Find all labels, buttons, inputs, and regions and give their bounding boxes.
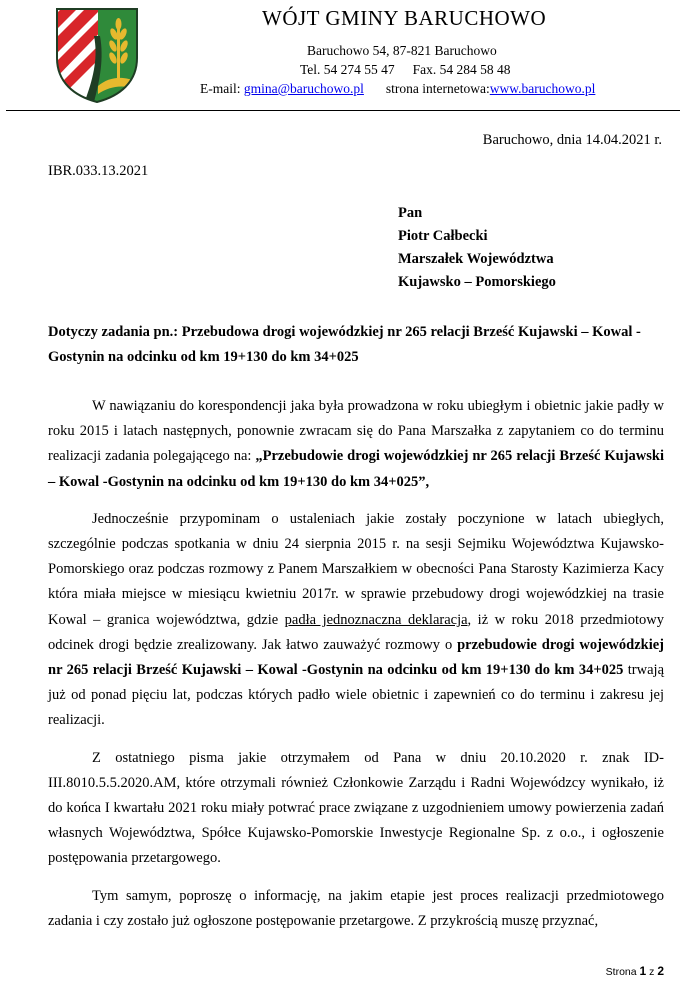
recipient-line: Pan — [398, 205, 423, 221]
subject-line: Dotyczy zadania pn.: Przebudowa drogi wojewódzkiej nr 265 relacji Brześć Kujawski – Kowal - Gostynin na odcinku od km 19+130 do km 34+025 — [48, 324, 641, 365]
recipient-line: Piotr Całbecki — [398, 228, 488, 244]
address: Baruchowo 54, 87-821 Baruchowo — [307, 43, 497, 58]
letter-date: Baruchowo, dnia 14.04.2021 r. — [482, 132, 662, 148]
paragraph-1: W nawiązaniu do korespondencji jaka była prowadzona w roku ubiegłym i obietnic jakie padły w roku 2015 i latach następnych, ponownie zwracam się do Pana Marszałka z zapytaniem co do terminu realizacji zadania polegającego na: „Przebudowie drogi wojewódzkiej nr 265 relacji Brześć Kujawski – Kowal -Gostynin na odcinku od km 19+130 do km 34+025”, — [48, 398, 664, 490]
email-label: E-mail: — [200, 81, 241, 96]
fax: Fax. 54 284 58 48 — [412, 62, 511, 77]
contact-line — [0, 62, 700, 78]
letter-body — [48, 394, 664, 946]
paragraph-3: Z ostatniego pisma jakie otrzymałem od Pana w dniu 20.10.2020 r. znak ID-III.8010.5.5.2020.AM, które otrzymali również Członkowie Zarządu i Radni Wojewódzcy wynikało, iż do końca I kwartału 2021 roku miały potwrać prace związane z uzgodnieniem umowy powierzenia zadań własnych Województwa, Spółce Kujawsko-Pomorskie Inwestycje Regionalne Sp. z o.o., i ogłoszenie postępowania przetargowego. — [48, 749, 664, 867]
page-number: Strona 1 z 2 — [605, 964, 664, 978]
header-divider — [6, 110, 680, 111]
address-line — [0, 43, 700, 59]
paragraph-2: Jednocześnie przypominam o ustaleniach jakie zostały poczynione w latach ubiegłych, szczególnie podczas spotkania w dniu 24 sierpnia 2015 r. na sesji Sejmiku Województwa Kujawsko-Pomorskiego oraz podczas rozmowy z Panem Marszałkiem w obecności Pana Starosty Kazimierza Kacy która miała miejsce w miesiącu kwietniu 2017r. w sprawie przebudowy drogi wojewódzkiej na trasie Kowal – granica województwa, gdzie padła jednoznaczna deklaracja, iż w roku 2018 przedmiotowy odcinek drogi będzie zrealizowany. Jak łatwo zauważyć rozmowy o przebudowie drogi wojewódzkiej nr 265 relacji Brześć Kujawski – Kowal -Gostynin na odcinku od km 19+130 do km 34+025 trwają już od ponad pięciu lat, podczas których padło wiele obietnic i zapewnień co do terminu i zakresu jej realizacji. — [48, 510, 665, 729]
reference-number: IBR.033.13.2021 — [48, 163, 149, 179]
phone: Tel. 54 274 55 47 — [300, 62, 395, 77]
www-label: strona internetowa: — [385, 81, 490, 96]
web-line — [0, 81, 700, 97]
paragraph-4: Tym samym, poproszę o informację, na jakim etapie jest proces realizacji przedmiotowego zadania i czy zostało już ogłoszone postępowanie przetargowe. Z przykrością muszę przyznać, — [48, 887, 664, 929]
recipient-block — [398, 202, 556, 294]
website-link[interactable]: www.baruchowo.pl — [489, 81, 596, 96]
org-name: WÓJT GMINY BARUCHOWO — [262, 6, 547, 30]
recipient-line: Marszałek Województwa — [398, 251, 554, 267]
recipient-line: Kujawsko – Pomorskiego — [398, 274, 556, 290]
email-link[interactable]: gmina@baruchowo.pl — [243, 81, 364, 96]
